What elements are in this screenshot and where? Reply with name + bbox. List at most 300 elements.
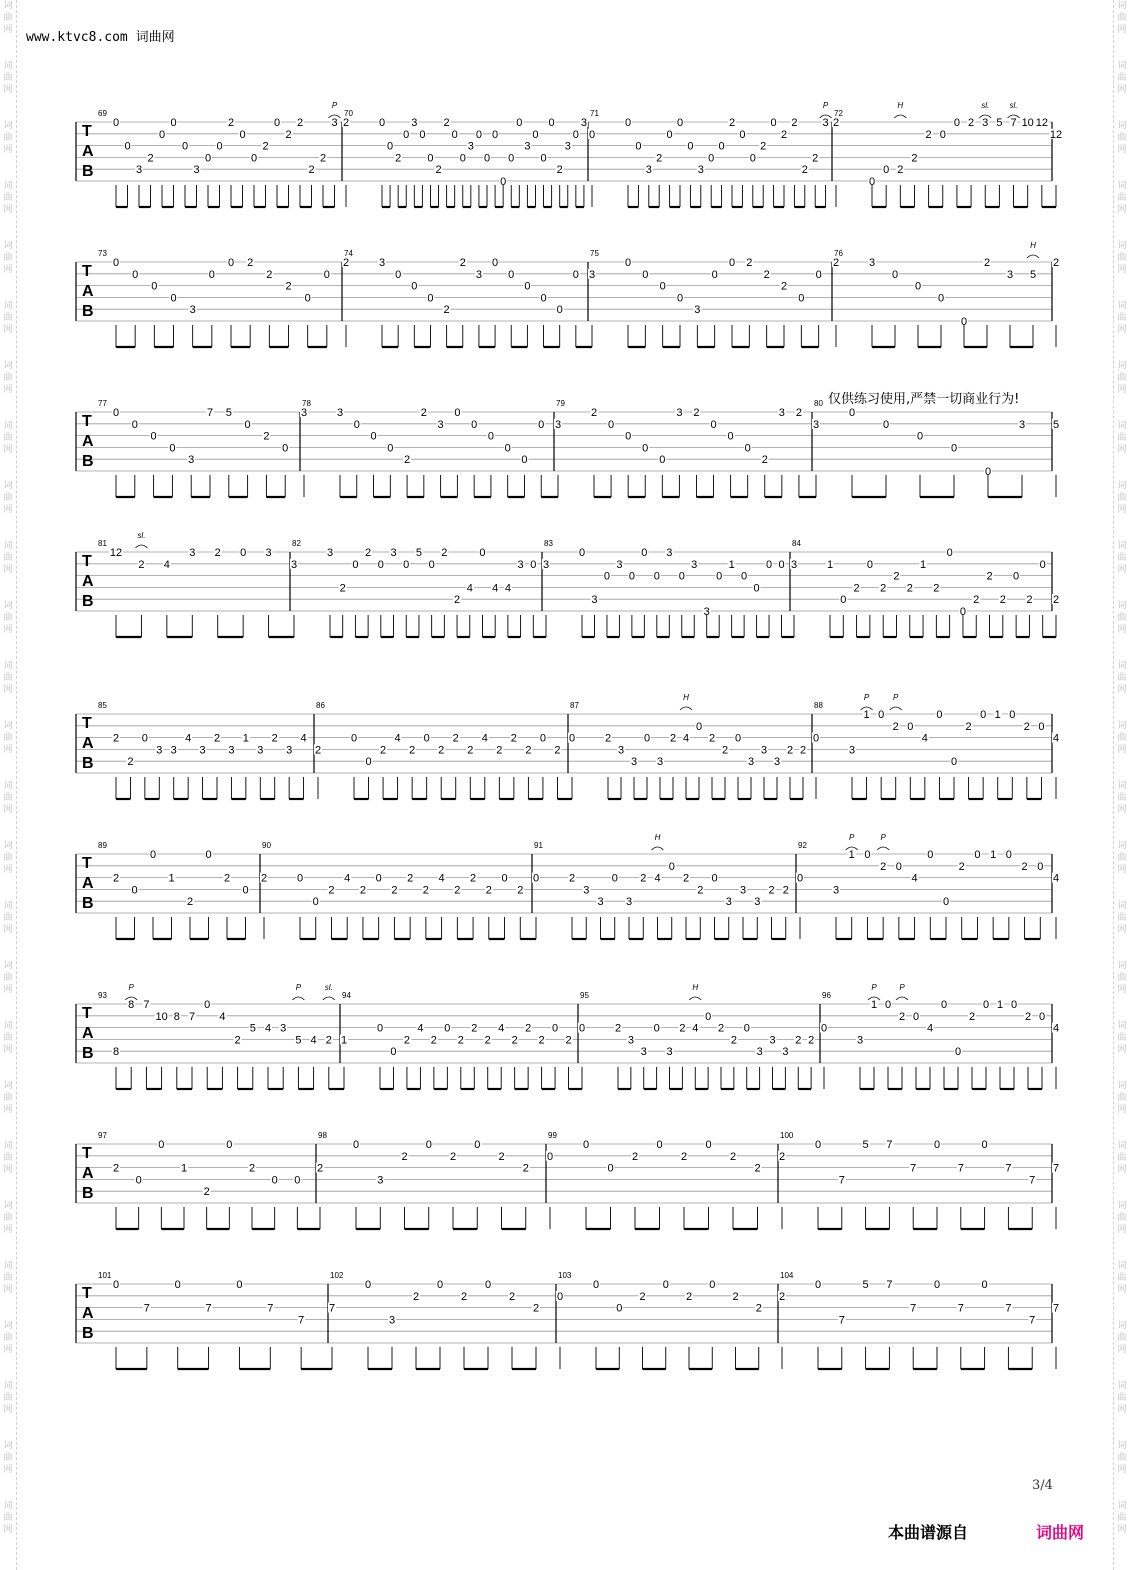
fret-number: 0 <box>151 280 158 293</box>
watermark-text: 词 曲 网 <box>3 1441 13 1475</box>
fret-number: 2 <box>983 257 991 269</box>
measure-number: 91 <box>534 841 543 850</box>
fret-number: 3 <box>300 407 308 419</box>
measure-number: 87 <box>570 701 579 710</box>
measure-number: 94 <box>342 991 351 1000</box>
fret-number: 0 <box>181 140 189 153</box>
measure-number: 82 <box>292 539 301 548</box>
fret-number: 0 <box>216 140 223 153</box>
fret-number: 0 <box>538 418 545 431</box>
fret-number: 3 <box>580 117 587 129</box>
fret-number: 0 <box>812 732 820 745</box>
fret-number: 3 <box>517 558 524 571</box>
fret-number: 0 <box>124 140 131 153</box>
fret-number: 0 <box>765 558 773 571</box>
fret-number: 2 <box>986 570 993 583</box>
measure-number: 83 <box>544 539 553 548</box>
fret-number: 2 <box>380 744 387 757</box>
fret-number: 3 <box>193 164 200 177</box>
fret-number: 0 <box>112 117 120 129</box>
fret-number: 3 <box>645 164 652 177</box>
fret-number: 0 <box>1037 860 1044 873</box>
fret-number: 3 <box>1018 418 1026 431</box>
tab-clef-letter: B <box>82 593 94 610</box>
fret-number: 2 <box>782 884 789 897</box>
fret-number: 0 <box>131 884 138 897</box>
watermark-text: 词 曲 网 <box>1117 361 1127 395</box>
watermark-text: 词 曲 网 <box>3 1381 13 1415</box>
fret-number: 0 <box>376 1022 384 1035</box>
fret-number: 2 <box>452 732 459 745</box>
technique-mark: H <box>1030 241 1036 250</box>
fret-number: 0 <box>582 1139 590 1151</box>
fret-number: 0 <box>471 418 478 431</box>
fret-number: 2 <box>435 164 442 177</box>
fret-number: 0 <box>868 176 876 188</box>
fret-number: 4 <box>504 582 511 595</box>
measure-number: 88 <box>814 701 823 710</box>
fret-number: 5 <box>1029 268 1037 281</box>
slur-arc <box>877 847 889 850</box>
watermark-text: 词 曲 网 <box>1117 181 1127 215</box>
fret-number: 2 <box>1024 1010 1032 1023</box>
fret-number: 3 <box>390 547 397 559</box>
fret-number: 0 <box>960 316 968 328</box>
fret-number: 0 <box>524 280 531 293</box>
measure-number: 86 <box>316 701 325 710</box>
fret-number: 0 <box>425 1139 432 1151</box>
fret-number: 0 <box>705 1010 712 1023</box>
fret-number: 0 <box>242 884 249 897</box>
fret-number: 2 <box>893 570 900 583</box>
fret-number: 1 <box>180 1162 188 1175</box>
fret-number: 3 <box>189 547 196 559</box>
tab-clef-letter: A <box>82 283 94 300</box>
fret-number: 7 <box>1005 1162 1012 1175</box>
watermark-text: 词 曲 网 <box>1117 1141 1127 1175</box>
fret-number: 0 <box>907 720 914 733</box>
fret-number: 0 <box>883 164 890 177</box>
fret-number: 7 <box>957 1162 964 1175</box>
technique-mark: H <box>654 833 661 842</box>
fret-number: 3 <box>437 418 444 431</box>
fret-number: 4 <box>692 1022 699 1035</box>
fret-number: 1 <box>848 849 855 861</box>
watermark-text: 词 曲 网 <box>1117 1381 1127 1415</box>
fret-number: 3 <box>760 744 768 757</box>
fret-number: 5 <box>415 547 423 559</box>
fret-number: 0 <box>814 1139 822 1151</box>
fret-number: 2 <box>460 1290 468 1303</box>
watermark-text: 词 曲 网 <box>3 1261 13 1295</box>
fret-number: 2 <box>768 884 775 897</box>
measure-number: 80 <box>814 399 823 408</box>
fret-number: 3 <box>691 558 698 571</box>
fret-number: 0 <box>204 152 212 165</box>
tab-clef-letter: A <box>82 1025 94 1042</box>
fret-number: 2 <box>754 1162 761 1175</box>
measure-number: 98 <box>318 1131 327 1140</box>
fret-number: 3 <box>778 407 785 419</box>
fret-number: 0 <box>741 570 748 583</box>
measure-number: 77 <box>98 399 107 408</box>
fret-number: 2 <box>525 744 532 757</box>
tab-clef-letter: B <box>82 895 94 912</box>
watermark-text: 词 曲 网 <box>3 1201 13 1235</box>
fret-number: 0 <box>749 152 756 165</box>
tab-clef-letter: B <box>82 1325 94 1342</box>
fret-number: 3 <box>188 454 195 467</box>
technique-mark: P <box>871 983 877 992</box>
fret-number: 7 <box>838 1314 845 1327</box>
fret-number: 0 <box>980 709 987 721</box>
fret-number: 0 <box>940 999 948 1011</box>
watermark-text: 词 曲 网 <box>1117 781 1127 815</box>
fret-number: 1 <box>990 849 997 861</box>
fret-number: 0 <box>390 1046 397 1059</box>
fret-number: 2 <box>532 1302 540 1315</box>
fret-number: 0 <box>753 582 760 595</box>
fret-number: 0 <box>240 547 247 559</box>
fret-number: 1 <box>340 1034 348 1047</box>
fret-number: 2 <box>892 720 899 733</box>
fret-number: 0 <box>508 152 515 165</box>
fret-number: 0 <box>271 1174 278 1187</box>
fret-number: 0 <box>882 418 890 431</box>
fret-number: 2 <box>412 1290 420 1303</box>
fret-number: 2 <box>443 304 450 317</box>
fret-number: 2 <box>525 1022 532 1035</box>
fret-number: 0 <box>687 140 694 153</box>
fret-number: 0 <box>815 268 822 281</box>
fret-number: 2 <box>147 152 154 165</box>
tab-clef-letter: A <box>82 433 94 450</box>
fret-number: 2 <box>791 117 798 129</box>
fret-number: 2 <box>186 896 194 909</box>
fret-number: 2 <box>898 1010 906 1023</box>
fret-number: 4 <box>1052 732 1060 745</box>
fret-number: 2 <box>880 860 887 873</box>
fret-number: 4 <box>219 1010 226 1023</box>
fret-number: 0 <box>169 442 176 455</box>
technique-mark: sl. <box>1009 101 1018 110</box>
fret-number: 0 <box>204 999 211 1011</box>
fret-number: 2 <box>763 268 770 281</box>
tab-clef-letter: T <box>82 263 92 280</box>
watermark-text: 词 曲 网 <box>3 241 13 275</box>
fret-number: 2 <box>795 1034 802 1047</box>
fret-number: 2 <box>430 1034 437 1047</box>
slur-arc <box>894 115 906 118</box>
fret-number: 2 <box>404 454 411 467</box>
fret-number: 2 <box>285 128 292 141</box>
fret-number: 2 <box>682 872 690 885</box>
fret-number: 2 <box>467 744 474 757</box>
fret-number: 0 <box>959 606 967 618</box>
fret-number: 2 <box>508 1290 516 1303</box>
fret-number: 2 <box>234 1034 241 1047</box>
technique-mark: H <box>683 693 689 702</box>
technique-mark: P <box>863 693 870 702</box>
fret-number: 3 <box>588 268 596 281</box>
measure-number: 70 <box>344 109 353 118</box>
fret-number: 0 <box>568 732 576 745</box>
fret-number: 0 <box>149 849 157 861</box>
fret-number: 12 <box>1035 117 1048 129</box>
fret-number: 0 <box>946 547 953 559</box>
fret-number: 2 <box>112 1162 120 1175</box>
fret-number: 0 <box>150 430 157 443</box>
fret-number: 2 <box>761 454 768 467</box>
tab-clef-letter: A <box>82 875 94 892</box>
fret-number: 2 <box>958 860 965 873</box>
fret-number: 7 <box>267 1302 274 1315</box>
fret-number: 3 <box>832 884 840 897</box>
fret-number: 1 <box>863 709 870 721</box>
fret-number: 0 <box>112 1279 120 1291</box>
fret-number: 0 <box>866 558 873 571</box>
fret-number: 0 <box>1013 570 1020 583</box>
fret-number: 3 <box>616 558 623 571</box>
fret-number: 0 <box>653 1022 660 1035</box>
measure-number: 74 <box>344 249 353 258</box>
watermark-text: 词 曲 网 <box>1117 61 1127 95</box>
fret-number: 0 <box>112 407 120 419</box>
slur-arc <box>1027 255 1039 258</box>
fret-number: 0 <box>950 756 958 769</box>
fret-number: 1 <box>728 558 735 571</box>
fret-number: 3 <box>812 418 820 431</box>
fret-number: 0 <box>428 558 435 571</box>
site-url[interactable]: www.ktvc8.com 词曲网 <box>26 30 175 45</box>
fret-number: 0 <box>395 268 402 281</box>
fret-number: 2 <box>271 732 278 745</box>
fret-number: 8 <box>128 999 135 1011</box>
fret-number: 2 <box>1021 860 1028 873</box>
fret-number: 3 <box>290 558 298 571</box>
fret-number: 0 <box>727 430 734 443</box>
fret-number: 2 <box>266 268 273 281</box>
fret-number: 2 <box>328 884 335 897</box>
slur-arc <box>680 707 692 710</box>
fret-number: 3 <box>542 558 550 571</box>
fret-number: 2 <box>308 164 315 177</box>
fret-number: 0 <box>678 570 685 583</box>
fret-number: 0 <box>1005 849 1012 861</box>
fret-number: 0 <box>501 872 508 885</box>
fret-number: 0 <box>643 732 651 745</box>
fret-number: 0 <box>616 1302 623 1315</box>
fret-number: 0 <box>556 1290 564 1303</box>
fret-number: 2 <box>656 152 663 165</box>
fret-number: 0 <box>642 268 649 281</box>
fret-number: 3 <box>265 547 272 559</box>
fret-number: 12 <box>109 547 123 559</box>
fret-number: 0 <box>716 570 723 583</box>
fret-number: 2 <box>296 117 304 129</box>
fret-number: 2 <box>786 744 794 757</box>
technique-mark: P <box>880 833 886 842</box>
source-brand-logo[interactable]: 词曲网 <box>1036 1523 1085 1542</box>
fret-number: 1 <box>168 872 175 885</box>
fret-number: 2 <box>395 152 402 165</box>
fret-number: 0 <box>487 430 494 443</box>
fret-number: 0 <box>984 466 992 478</box>
watermark-text: 词 曲 网 <box>3 721 13 755</box>
fret-number: 0 <box>950 442 958 455</box>
fret-number: 2 <box>420 407 427 419</box>
fret-number: 4 <box>492 582 499 595</box>
fret-number: 1 <box>919 558 927 571</box>
fret-number: 2 <box>1052 257 1060 269</box>
fret-number: 0 <box>933 1279 941 1291</box>
fret-number: 2 <box>223 872 231 885</box>
fret-number: 2 <box>409 744 416 757</box>
fret-number: 2 <box>391 884 398 897</box>
watermark-text: 词 曲 网 <box>3 1321 13 1355</box>
fret-number: 0 <box>112 257 120 269</box>
technique-mark: P <box>849 833 855 842</box>
fret-number: 0 <box>403 558 410 571</box>
fret-number: 2 <box>522 1162 529 1175</box>
fret-number: 0 <box>552 1022 559 1035</box>
fret-number: 2 <box>565 1034 572 1047</box>
fret-number: 5 <box>249 1022 256 1035</box>
fret-number: 3 <box>597 896 604 909</box>
fret-number: 2 <box>470 872 477 885</box>
fret-number: 0 <box>953 117 960 129</box>
fret-number: 0 <box>492 128 499 141</box>
fret-number: 2 <box>755 1302 762 1315</box>
fret-number: 0 <box>131 418 138 431</box>
fret-number: 0 <box>141 732 148 745</box>
watermark-text: 词 曲 网 <box>1117 421 1127 455</box>
fret-number: 0 <box>884 999 892 1011</box>
technique-mark: sl. <box>324 983 333 992</box>
technique-mark: P <box>822 101 829 110</box>
fret-number: 0 <box>659 280 666 293</box>
fret-number: 0 <box>521 454 528 467</box>
fret-number: 0 <box>132 268 139 281</box>
tab-clef-letter: B <box>82 163 94 180</box>
watermark-text: 词 曲 网 <box>3 1081 13 1115</box>
fret-number: 0 <box>378 117 386 129</box>
fret-number: 4 <box>1052 872 1060 885</box>
slur-arc <box>292 997 304 1000</box>
fret-number: 2 <box>556 164 563 177</box>
watermark-text: 词 曲 网 <box>3 481 13 515</box>
fret-number: 0 <box>624 117 632 129</box>
fret-number: 8 <box>173 1010 180 1023</box>
fret-number: 0 <box>659 454 666 467</box>
fret-number: 4 <box>185 732 192 745</box>
fret-number: 2 <box>795 407 802 419</box>
fret-number: 1 <box>870 999 878 1011</box>
slur-arc <box>689 997 701 1000</box>
fret-number: 0 <box>695 720 703 733</box>
fret-number: 3 <box>782 1046 789 1059</box>
fret-number: 0 <box>642 442 649 455</box>
fret-number: 0 <box>282 442 289 455</box>
watermark-text: 词 曲 网 <box>3 181 13 215</box>
fret-number: 0 <box>916 430 924 443</box>
tab-clef-letter: B <box>82 303 94 320</box>
fret-number: 2 <box>454 884 461 897</box>
measure-number: 90 <box>262 841 271 850</box>
fret-number: 3 <box>286 744 293 757</box>
fret-number: 0 <box>158 1139 165 1151</box>
fret-number: 3 <box>756 1046 763 1059</box>
fret-number: 0 <box>532 872 540 885</box>
fret-number: 0 <box>239 128 246 141</box>
fret-number: 3 <box>822 117 829 129</box>
measure-number: 76 <box>834 249 843 258</box>
fret-number: 0 <box>668 860 675 873</box>
fret-number: 0 <box>353 418 360 431</box>
measure-number: 99 <box>548 1131 557 1140</box>
watermark-text: 词 曲 网 <box>1117 961 1127 995</box>
fret-number: 0 <box>936 709 943 721</box>
watermark-text: 词 曲 网 <box>1117 241 1127 275</box>
measure-number: 81 <box>98 539 107 548</box>
tab-clef-letter: T <box>82 1005 92 1022</box>
source-label: 本曲谱源自 <box>888 1523 969 1542</box>
fret-number: 3 <box>856 1034 864 1047</box>
technique-mark: P <box>128 983 134 992</box>
fret-number: 0 <box>483 152 491 165</box>
fret-number: 3 <box>467 140 474 153</box>
fret-number: 3 <box>591 594 598 607</box>
tab-clef-letter: T <box>82 855 92 872</box>
fret-number: 0 <box>864 849 871 861</box>
fret-number: 0 <box>296 872 304 885</box>
watermark-text: 词 曲 网 <box>1117 1 1127 35</box>
fret-number: 0 <box>548 117 555 129</box>
fret-number: 3 <box>170 744 177 757</box>
fret-number: 0 <box>427 152 434 165</box>
watermark-text: 词 曲 网 <box>3 601 13 635</box>
fret-number: 0 <box>352 1139 360 1151</box>
fret-number: 0 <box>820 1022 828 1035</box>
fret-number: 7 <box>143 1302 150 1315</box>
fret-number: 12 <box>1049 128 1063 141</box>
fret-number: 3 <box>747 756 755 769</box>
fret-number: 1 <box>826 558 834 571</box>
fret-number: 2 <box>138 558 145 571</box>
fret-number: 0 <box>734 732 742 745</box>
fret-number: 3 <box>848 744 856 757</box>
fret-number: 2 <box>911 152 918 165</box>
fret-number: 2 <box>812 152 819 165</box>
fret-number: 2 <box>732 1290 739 1303</box>
fret-number: 0 <box>982 999 990 1011</box>
measure-number: 103 <box>558 1271 572 1280</box>
fret-number: 4 <box>481 732 488 745</box>
watermark-text: 词 曲 网 <box>1117 1201 1127 1235</box>
measure-number: 71 <box>590 109 599 118</box>
fret-number: 3 <box>228 744 235 757</box>
fret-number: 0 <box>370 430 377 443</box>
fret-number: 2 <box>248 1162 256 1175</box>
fret-number: 2 <box>316 1162 324 1175</box>
fret-number: 2 <box>925 128 932 141</box>
fret-number: 0 <box>744 442 751 455</box>
fret-number: 2 <box>906 582 913 595</box>
watermark-text: 词 曲 网 <box>3 541 13 575</box>
tab-clef-letter: T <box>82 715 92 732</box>
tab-clef-letter: A <box>82 573 94 590</box>
fret-number: 0 <box>387 442 394 455</box>
